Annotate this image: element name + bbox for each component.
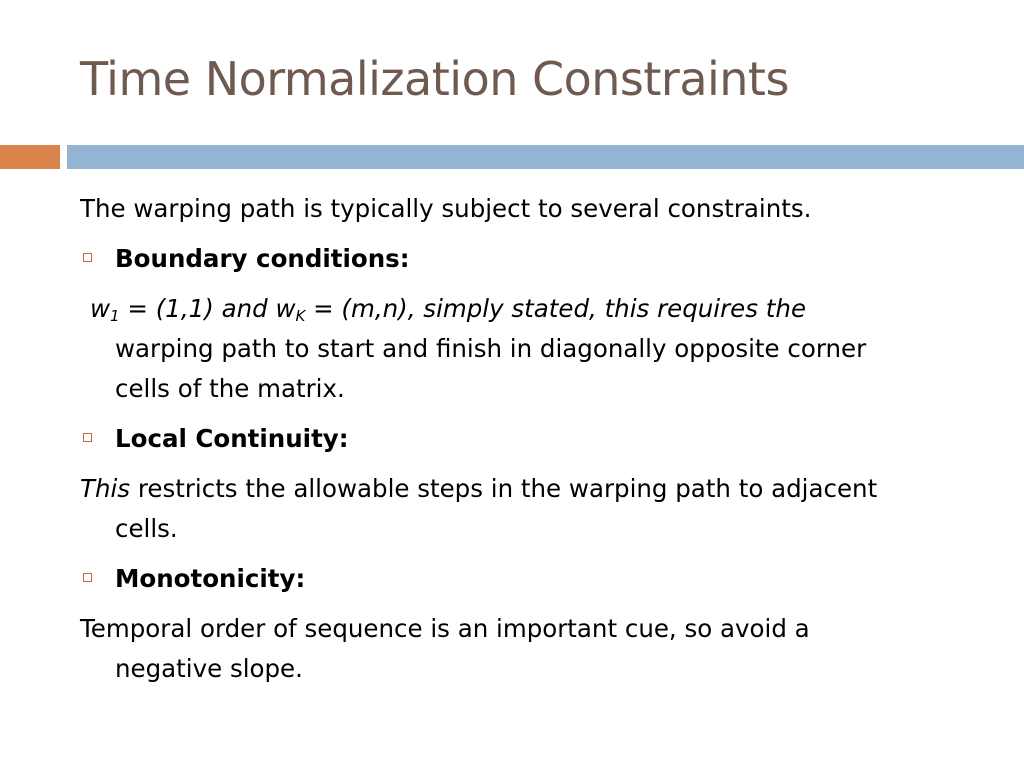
boundary-line-2: warping path to start and finish in diagonally opposite corner [115, 334, 867, 363]
continuity-rest: restricts the allowable steps in the warping path to adjacent [130, 474, 878, 503]
boundary-formula [80, 289, 980, 329]
formula-sub-k: K [295, 307, 306, 325]
square-bullet-icon [83, 253, 92, 262]
continuity-lead: This [80, 474, 131, 503]
bullet-heading: Boundary conditions: [115, 244, 410, 273]
formula-tail: = (m,n), simply stated, this requires the [305, 294, 807, 323]
continuity-line-1 [80, 469, 980, 509]
accent-bar-orange [0, 145, 60, 169]
intro-text: The warping path is typically subject to several constraints. [80, 194, 812, 223]
slide-title: Time Normalization Constraints [80, 52, 789, 106]
monotonicity-line-1: Temporal order of sequence is an important cue, so avoid a [80, 614, 810, 643]
bullet-heading: Local Continuity: [115, 424, 349, 453]
square-bullet-icon [83, 433, 92, 442]
monotonicity-line-2: negative slope. [115, 654, 303, 683]
formula-sub-1: 1 [110, 307, 120, 325]
square-bullet-icon [83, 573, 92, 582]
formula-mid: = (1,1) and w [119, 294, 296, 323]
accent-bar-blue [67, 145, 1024, 169]
bullet-monotonicity [80, 559, 980, 599]
slide-body [80, 189, 980, 689]
formula-w1: w [90, 294, 111, 323]
continuity-line-2: cells. [115, 514, 178, 543]
bullet-boundary-conditions [80, 239, 980, 279]
bullet-heading: Monotonicity: [115, 564, 306, 593]
bullet-local-continuity [80, 419, 980, 459]
boundary-line-3: cells of the matrix. [115, 374, 345, 403]
